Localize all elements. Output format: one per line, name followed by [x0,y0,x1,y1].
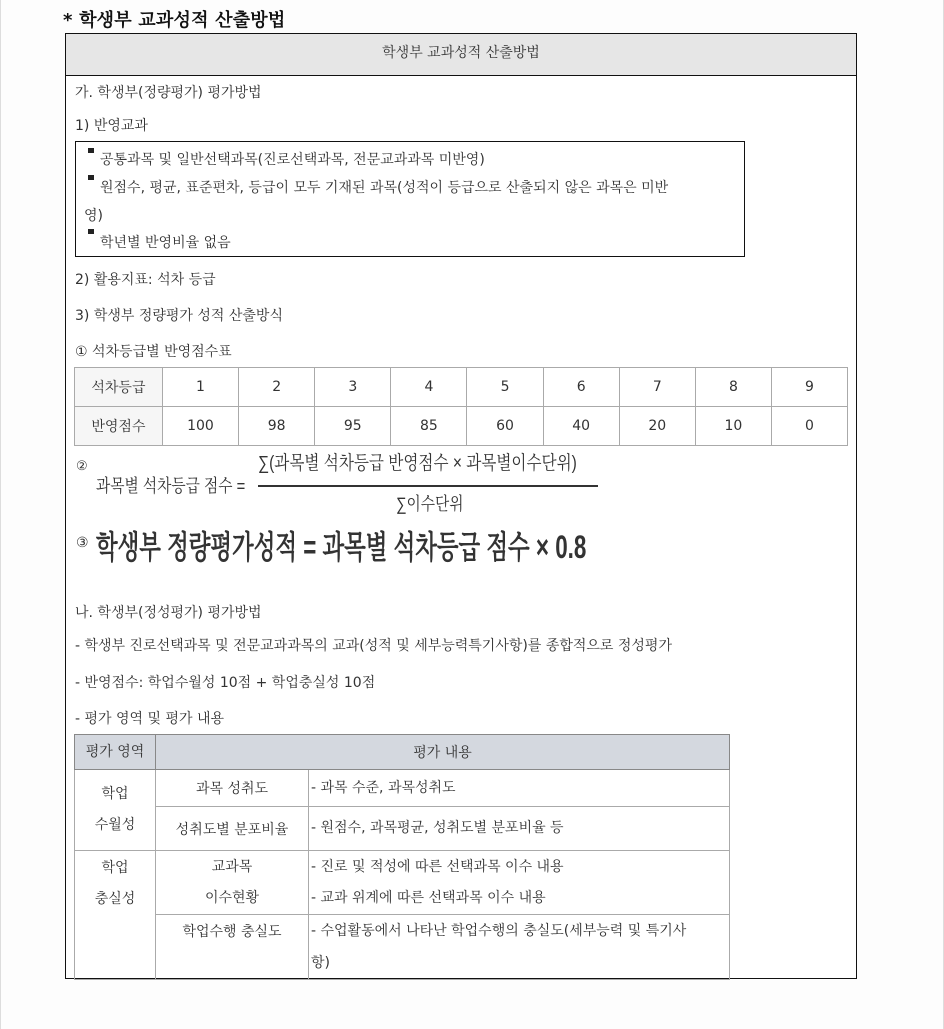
eval-area-title: - 평가 영역 및 평가 내용 [75,711,225,727]
table-row [75,807,730,851]
score-cell: 40 [543,407,619,446]
formula2-denominator: ∑이수단위 [396,494,464,514]
sub-area: 과목 성취도 [156,770,309,807]
formula2-marker: ② [76,458,88,473]
header-content: 평가 내용 [156,735,730,770]
table-header-row [75,735,730,770]
criteria-bullet: 학년별 반영비율 없음 [100,235,231,251]
evaluation-table [74,734,730,980]
bullet-square-icon [88,229,94,234]
grade-cell: 3 [315,368,391,407]
criteria-bullet-cont: 영) [84,208,103,224]
item-indicator: 2) 활용지표: 석차 등급 [75,272,216,288]
area-excellence [75,770,156,851]
item-calc-method: 3) 학생부 정량평가 성적 산출방식 [75,308,283,324]
sub-area [156,851,309,915]
content-line: - 교과 위계에 따른 선택과목 이수 내용 [311,889,546,906]
section-b-title: 나. 학생부(정성평가) 평가방법 [75,605,262,621]
header-area: 평가 영역 [75,735,156,770]
table-row [75,407,848,446]
eval-content: - 과목 수준, 과목성취도 [309,770,730,807]
content-line: 항) [311,955,330,971]
page-title: * 학생부 교과성적 산출방법 [63,10,286,31]
fraction-bar [258,485,598,487]
eval-content [309,851,730,915]
formula3-marker: ③ [76,534,89,550]
table-row [75,368,848,407]
score-cell: 85 [391,407,467,446]
score-cell: 60 [467,407,543,446]
grade-score-table [74,367,848,446]
area-label: 학업 [101,860,129,876]
section-a-title: 가. 학생부(정량평가) 평가방법 [75,85,262,101]
reflected-score-desc: - 반영점수: 학업수월성 10점 + 학업충실성 10점 [75,675,376,691]
table-row [75,851,730,915]
sub-area-label: 교과목 [211,858,253,875]
score-cell: 95 [315,407,391,446]
table-row [75,770,730,807]
sub-area: 학업수행 충실도 [156,915,309,980]
area-label: 수월성 [94,817,136,833]
eval-content [309,915,730,980]
score-cell: 10 [695,407,771,446]
grade-cell: 8 [695,368,771,407]
grade-cell: 1 [162,368,238,407]
sub-area: 성취도별 분포비율 [156,807,309,851]
score-cell: 98 [239,407,315,446]
bullet-square-icon [88,148,94,153]
criteria-bullet: 공통과목 및 일반선택과목(진로선택과목, 전문교과과목 미반영) [100,152,485,168]
qualitative-desc: - 학생부 진로선택과목 및 전문교과과목의 교과(성적 및 세부능력특기사항)를 종합적으로 정성평가 [75,638,672,654]
eval-content: - 원점수, 과목평균, 성취도별 분포비율 등 [309,807,730,851]
grade-cell: 5 [467,368,543,407]
criteria-bullet: 원점수, 평균, 표준편차, 등급이 모두 기재된 과목(성적이 등급으로 산출되지 않은 과목은 미반 [100,180,669,196]
grade-cell: 4 [391,368,467,407]
grade-cell: 9 [771,368,847,407]
row-label: 석차등급 [75,368,163,407]
score-cell: 0 [771,407,847,446]
area-diligence [75,851,156,980]
score-cell: 100 [162,407,238,446]
area-label: 학업 [101,786,129,802]
document-frame [65,33,857,979]
formula2-numerator: ∑(과목별 석차등급 반영점수 × 과목별이수단위) [258,453,577,474]
formula3-text: 학생부 정량평가성적 = 과목별 석차등급 점수 × 0.8 [96,529,587,565]
area-label: 충실성 [94,891,136,907]
sub-area-label: 이수현황 [204,889,260,906]
table-row [75,915,730,980]
bullet-square-icon [88,175,94,180]
item-reflected-subjects: 1) 반영교과 [75,118,148,134]
content-line: - 진로 및 적성에 따른 선택과목 이수 내용 [311,858,564,875]
score-cell: 20 [619,407,695,446]
row-label: 반영점수 [75,407,163,446]
frame-header: 학생부 교과성적 산출방법 [66,34,856,76]
grade-cell: 7 [619,368,695,407]
grade-table-title: ① 석차등급별 반영점수표 [75,344,232,360]
grade-cell: 6 [543,368,619,407]
content-line: - 수업활동에서 나타난 학업수행의 충실도(세부능력 및 특기사 [311,923,687,939]
subject-criteria-box [75,141,745,257]
formula2-lhs: 과목별 석차등급 점수 = [96,476,246,496]
grade-cell: 2 [239,368,315,407]
